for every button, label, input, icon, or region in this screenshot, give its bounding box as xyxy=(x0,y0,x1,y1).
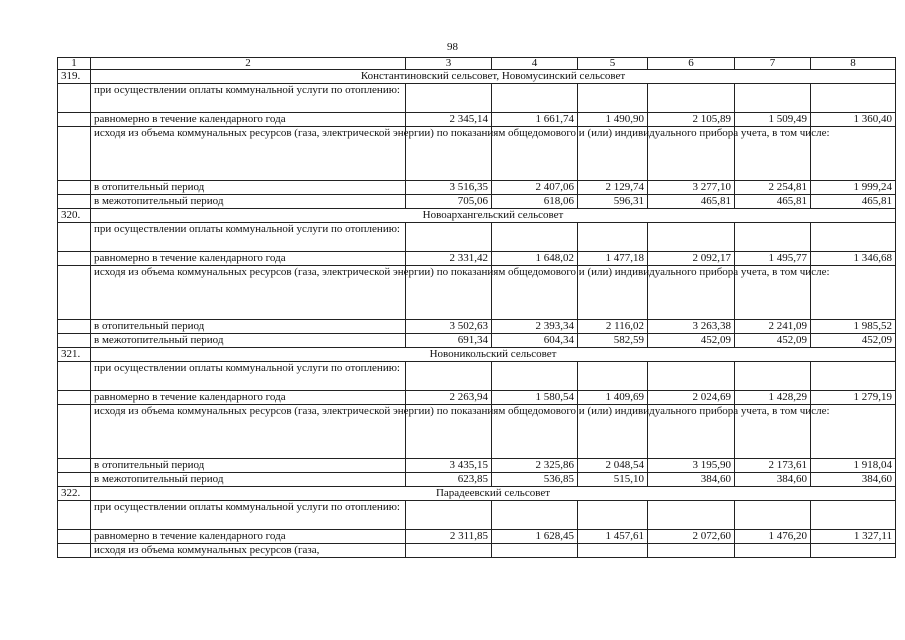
value-cell: 2 173,61 xyxy=(735,459,811,473)
section-title-row xyxy=(58,487,896,501)
value-cell xyxy=(811,362,896,391)
value-cell xyxy=(406,84,492,113)
section-index: 321. xyxy=(58,348,91,362)
table-row xyxy=(58,362,896,391)
value-cell: 384,60 xyxy=(648,473,735,487)
table-row xyxy=(58,544,896,558)
value-cell xyxy=(578,223,648,252)
value-cell xyxy=(406,362,492,391)
row-label: при осуществлении оплаты коммунальной услуги по отоплению: xyxy=(91,362,406,391)
index-cell xyxy=(58,459,91,473)
value-cell: 1 648,02 xyxy=(492,252,578,266)
row-label: в межотопительный период xyxy=(91,195,406,209)
value-cell: 465,81 xyxy=(811,195,896,209)
value-cell: 384,60 xyxy=(811,473,896,487)
column-header: 7 xyxy=(735,58,811,70)
value-cell: 536,85 xyxy=(492,473,578,487)
value-cell: 582,59 xyxy=(578,334,648,348)
table-row xyxy=(58,334,896,348)
value-cell: 3 516,35 xyxy=(406,181,492,195)
value-cell: 623,85 xyxy=(406,473,492,487)
row-label: равномерно в течение календарного года xyxy=(91,391,406,405)
value-cell: 3 277,10 xyxy=(648,181,735,195)
value-cell xyxy=(406,544,492,558)
value-cell xyxy=(735,362,811,391)
index-cell xyxy=(58,362,91,391)
column-header: 8 xyxy=(811,58,896,70)
value-cell: 3 263,38 xyxy=(648,320,735,334)
section-title: Константиновский сельсовет, Новомусинский сельсовет xyxy=(91,70,896,84)
row-label: равномерно в течение календарного года xyxy=(91,530,406,544)
value-cell: 1 476,20 xyxy=(735,530,811,544)
table-row xyxy=(58,530,896,544)
index-cell xyxy=(58,320,91,334)
table-row xyxy=(58,405,896,459)
column-header: 4 xyxy=(492,58,578,70)
section-index: 319. xyxy=(58,70,91,84)
index-cell xyxy=(58,113,91,127)
row-label: равномерно в течение календарного года xyxy=(91,252,406,266)
row-label: в отопительный период xyxy=(91,459,406,473)
row-label: в межотопительный период xyxy=(91,334,406,348)
value-cell: 1 346,68 xyxy=(811,252,896,266)
value-cell xyxy=(648,501,735,530)
row-label: в межотопительный период xyxy=(91,473,406,487)
value-cell: 1 279,19 xyxy=(811,391,896,405)
table-row xyxy=(58,113,896,127)
index-cell xyxy=(58,252,91,266)
value-cell xyxy=(406,223,492,252)
value-cell: 2 072,60 xyxy=(648,530,735,544)
table-row xyxy=(58,127,896,181)
value-cell xyxy=(648,544,735,558)
value-cell xyxy=(578,501,648,530)
value-cell: 465,81 xyxy=(735,195,811,209)
value-cell: 465,81 xyxy=(648,195,735,209)
value-cell xyxy=(735,84,811,113)
row-label: при осуществлении оплаты коммунальной услуги по отоплению: xyxy=(91,84,406,113)
table-row xyxy=(58,84,896,113)
value-cell xyxy=(648,362,735,391)
column-header-row xyxy=(58,58,896,70)
index-cell xyxy=(58,195,91,209)
index-cell xyxy=(58,84,91,113)
row-label: в отопительный период xyxy=(91,320,406,334)
tariff-table xyxy=(57,57,896,558)
section-title: Парадеевский сельсовет xyxy=(91,487,896,501)
row-label: исходя из объема коммунальных ресурсов (газа, электрической энергии) по показаниям общедомового и (или) индивидуального прибора учета, в том числе: xyxy=(91,266,406,320)
value-cell: 452,09 xyxy=(735,334,811,348)
value-cell xyxy=(492,501,578,530)
section-title-row xyxy=(58,70,896,84)
column-header: 2 xyxy=(91,58,406,70)
value-cell: 2 024,69 xyxy=(648,391,735,405)
value-cell xyxy=(811,223,896,252)
value-cell: 1 985,52 xyxy=(811,320,896,334)
value-cell: 2 254,81 xyxy=(735,181,811,195)
value-cell: 384,60 xyxy=(735,473,811,487)
index-cell xyxy=(58,501,91,530)
value-cell: 1 495,77 xyxy=(735,252,811,266)
value-cell xyxy=(735,223,811,252)
value-cell: 1 457,61 xyxy=(578,530,648,544)
value-cell: 1 661,74 xyxy=(492,113,578,127)
value-cell xyxy=(578,544,648,558)
value-cell: 1 628,45 xyxy=(492,530,578,544)
index-cell xyxy=(58,127,91,181)
index-cell xyxy=(58,266,91,320)
value-cell: 452,09 xyxy=(648,334,735,348)
value-cell: 1 360,40 xyxy=(811,113,896,127)
index-cell xyxy=(58,334,91,348)
row-label: исходя из объема коммунальных ресурсов (газа, электрической энергии) по показаниям общедомового и (или) индивидуального прибора учета, в том числе: xyxy=(91,405,406,459)
value-cell xyxy=(735,544,811,558)
row-label: равномерно в течение календарного года xyxy=(91,113,406,127)
value-cell: 2 311,85 xyxy=(406,530,492,544)
value-cell: 1 918,04 xyxy=(811,459,896,473)
value-cell: 1 580,54 xyxy=(492,391,578,405)
row-label: исходя из объема коммунальных ресурсов (газа, электрической энергии) по показаниям общедомового и (или) индивидуального прибора учета, в том числе: xyxy=(91,127,406,181)
value-cell: 2 393,34 xyxy=(492,320,578,334)
value-cell: 2 263,94 xyxy=(406,391,492,405)
value-cell xyxy=(648,84,735,113)
value-cell: 705,06 xyxy=(406,195,492,209)
table-row xyxy=(58,501,896,530)
row-label: исходя из объема коммунальных ресурсов (газа, xyxy=(91,544,406,558)
value-cell xyxy=(492,544,578,558)
section-title-row xyxy=(58,348,896,362)
column-header: 1 xyxy=(58,58,91,70)
value-cell: 596,31 xyxy=(578,195,648,209)
value-cell xyxy=(811,501,896,530)
table-row xyxy=(58,320,896,334)
column-header: 3 xyxy=(406,58,492,70)
table-row xyxy=(58,266,896,320)
table-row xyxy=(58,181,896,195)
table-row xyxy=(58,473,896,487)
value-cell: 3 435,15 xyxy=(406,459,492,473)
index-cell xyxy=(58,405,91,459)
index-cell xyxy=(58,544,91,558)
row-label: при осуществлении оплаты коммунальной услуги по отоплению: xyxy=(91,223,406,252)
value-cell: 3 195,90 xyxy=(648,459,735,473)
table-row xyxy=(58,223,896,252)
index-cell xyxy=(58,223,91,252)
table-row xyxy=(58,252,896,266)
value-cell: 2 325,86 xyxy=(492,459,578,473)
value-cell: 1 428,29 xyxy=(735,391,811,405)
value-cell: 515,10 xyxy=(578,473,648,487)
value-cell: 2 105,89 xyxy=(648,113,735,127)
value-cell: 3 502,63 xyxy=(406,320,492,334)
value-cell xyxy=(578,84,648,113)
table-row xyxy=(58,391,896,405)
value-cell xyxy=(492,84,578,113)
index-cell xyxy=(58,473,91,487)
value-cell: 2 331,42 xyxy=(406,252,492,266)
index-cell xyxy=(58,391,91,405)
section-title: Новоникольский сельсовет xyxy=(91,348,896,362)
index-cell xyxy=(58,530,91,544)
section-index: 320. xyxy=(58,209,91,223)
column-header: 5 xyxy=(578,58,648,70)
value-cell: 2 241,09 xyxy=(735,320,811,334)
value-cell: 1 490,90 xyxy=(578,113,648,127)
value-cell: 618,06 xyxy=(492,195,578,209)
value-cell: 1 999,24 xyxy=(811,181,896,195)
value-cell xyxy=(406,501,492,530)
row-label: в отопительный период xyxy=(91,181,406,195)
column-header: 6 xyxy=(648,58,735,70)
index-cell xyxy=(58,181,91,195)
value-cell xyxy=(492,362,578,391)
section-index: 322. xyxy=(58,487,91,501)
table-row xyxy=(58,459,896,473)
value-cell: 452,09 xyxy=(811,334,896,348)
value-cell: 2 116,02 xyxy=(578,320,648,334)
value-cell: 1 409,69 xyxy=(578,391,648,405)
value-cell: 2 407,06 xyxy=(492,181,578,195)
value-cell xyxy=(811,84,896,113)
value-cell xyxy=(811,544,896,558)
value-cell: 1 477,18 xyxy=(578,252,648,266)
value-cell: 2 345,14 xyxy=(406,113,492,127)
value-cell: 2 129,74 xyxy=(578,181,648,195)
page-number: 98 xyxy=(447,41,458,53)
table-row xyxy=(58,195,896,209)
value-cell: 2 048,54 xyxy=(578,459,648,473)
value-cell xyxy=(735,501,811,530)
section-title: Новоархангельский сельсовет xyxy=(91,209,896,223)
row-label: при осуществлении оплаты коммунальной услуги по отоплению: xyxy=(91,501,406,530)
value-cell xyxy=(648,223,735,252)
value-cell: 2 092,17 xyxy=(648,252,735,266)
value-cell: 1 327,11 xyxy=(811,530,896,544)
value-cell: 1 509,49 xyxy=(735,113,811,127)
value-cell xyxy=(492,223,578,252)
value-cell: 604,34 xyxy=(492,334,578,348)
section-title-row xyxy=(58,209,896,223)
value-cell: 691,34 xyxy=(406,334,492,348)
value-cell xyxy=(578,362,648,391)
